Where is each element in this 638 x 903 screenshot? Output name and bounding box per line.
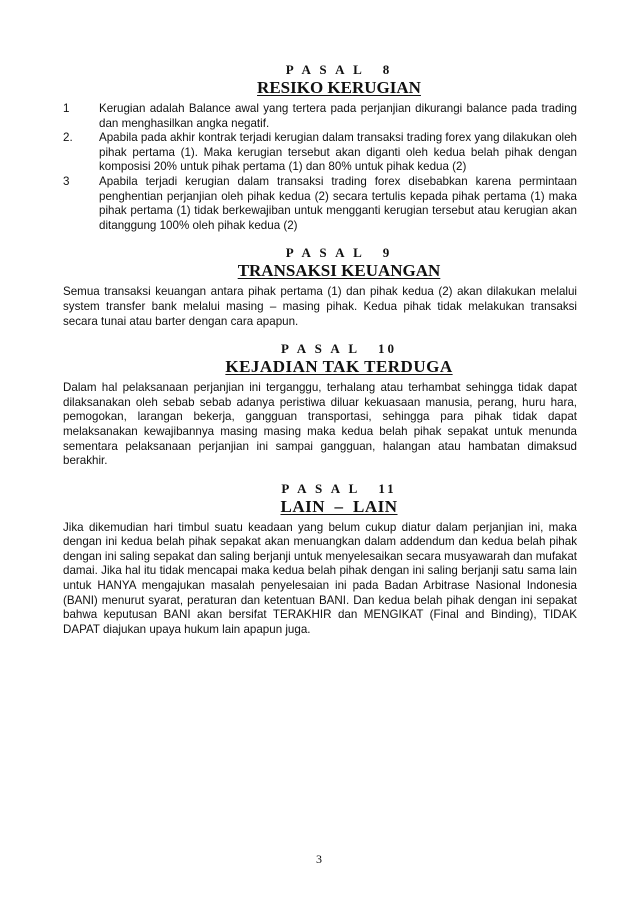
list-item-text: Apabila pada akhir kontrak terjadi kerugian dalam transaksi trading forex yang dilakukan oleh pihak pertama (1). Maka kerugian tersebut akan diganti oleh kedua belah pihak dengan komposisi 20% untuk pihak pertama (1) dan 80% untuk pihak kedua (2): [99, 131, 577, 174]
document-content: [63, 62, 577, 637]
section-pasal-10: [63, 341, 577, 469]
pasal-10-title: KEJADIAN TAK TERDUGA: [225, 357, 453, 377]
pasal-8-heading: P A S A L 8: [285, 62, 393, 77]
pasal-10-heading: P A S A L 10: [280, 341, 398, 357]
pasal-10-text: Dalam hal pelaksanaan perjanjian ini terganggu, terhalang atau terhambat sehingga tidak dapat dilaksanakan oleh sebab sebab adanya peristiwa diluar kekuasaan manusia, perang, huru hara, pemogokan, larangan bekerja, gangguan transportasi, sehingga para pihak tidak dapat melaksanakan kewajibannya masing masing maka kedua belah pihak sepakat untuk menunda sementara pelaksanaan perjanjian ini sampai gangguan, halangan atau hambatan dimaksud berakhir.: [63, 381, 577, 468]
list-item: [63, 102, 577, 131]
list-item-text: Kerugian adalah Balance awal yang tertera pada perjanjian dikurangi balance pada trading dan menghasilkan angka negatif.: [99, 102, 577, 130]
list-item: [63, 175, 577, 233]
pasal-11-title: LAIN – LAIN: [280, 496, 398, 516]
list-item-number: 1: [63, 102, 70, 115]
section-pasal-9: [63, 245, 577, 329]
section-pasal-8: [63, 62, 577, 233]
pasal-9-heading: P A S A L 9: [285, 245, 393, 261]
pasal-11-heading: P A S A L 11: [281, 480, 397, 496]
pasal-9-title: TRANSAKSI KEUANGAN: [237, 261, 441, 281]
page-number: 3: [316, 852, 322, 866]
pasal-8-title: RESIKO KERUGIAN: [257, 78, 421, 97]
list-item-number: 2.: [63, 131, 73, 145]
list-item-number: 3: [63, 174, 70, 188]
section-pasal-11: [63, 481, 577, 638]
list-item: [63, 131, 577, 175]
pasal-9-text: Semua transaksi keuangan antara pihak pertama (1) dan pihak kedua (2) akan dilakukan melalui system transfer bank melalui masing – masing pihak. Kedua pihak tidak melakukan transaksi secara tunai atau barter dengan cara apapun.: [63, 285, 577, 328]
list-item-text: Apabila terjadi kerugian dalam transaksi trading forex disebabkan karena permintaan penghentian perjanjian oleh pihak kedua (2) secara tertulis kepada pihak pertama (1) maka pihak pertama (1) tidak berkewajiban untuk mengganti kerugian tersebut atau kerugian akan ditanggung 100% oleh pihak kedua (2): [99, 174, 577, 232]
pasal-11-text: Jika dikemudian hari timbul suatu keadaan yang belum cukup diatur dalam perjanjian ini, maka dengan ini kedua belah pihak sepakat akan menuangkan dalam addendum dan kedua belah pihak dengan ini saling sepakat dan saling berjanji untuk menyelesaikan secara musyawarah dan mufakat damai. Jika hal itu tidak mencapai maka kedua belah pihak dengan ini saling berjanji satu sama lain untuk HANYA mengajukan masalah penyelesaian ini pada Badan Arbitrase Nasional Indonesia (BANI) menurut syarat, peraturan dan ketentuan BANI. Dan kedua belah pihak dengan ini sepakat bahwa keputusan BANI akan bersifat TERAKHIR dan MENGIKAT (Final and Binding), TIDAK DAPAT diajukan upaya hukum lain apapun juga.: [63, 520, 577, 636]
